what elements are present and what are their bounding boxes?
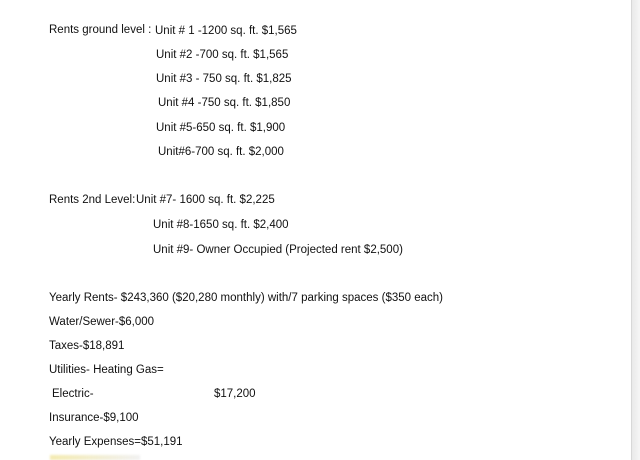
yearly-expenses-line: Yearly Expenses=$51,191 bbox=[49, 436, 183, 448]
insurance-line: Insurance-$9,100 bbox=[49, 412, 139, 424]
taxes-line: Taxes-$18,891 bbox=[49, 340, 125, 352]
rents-second-label: Rents 2nd Level: bbox=[49, 194, 136, 206]
water-sewer-line: Water/Sewer-$6,000 bbox=[49, 316, 155, 328]
unit-9-line: Unit #9- Owner Occupied (Projected rent $2,500) bbox=[153, 244, 403, 256]
unit-6-line: Unit#6-700 sq. ft. $2,000 bbox=[158, 146, 284, 158]
yearly-rents-line: Yearly Rents- $243,360 ($20,280 monthly) with/7 parking spaces ($350 each) bbox=[49, 292, 444, 304]
unit-4-line: Unit #4 -750 sq. ft. $1,850 bbox=[158, 97, 291, 109]
unit-2-line: Unit #2 -700 sq. ft. $1,565 bbox=[156, 49, 289, 61]
unit-3-line: Unit #3 - 750 sq. ft. $1,825 bbox=[156, 73, 292, 85]
unit-5-line: Unit #5-650 sq. ft. $1,900 bbox=[156, 122, 286, 134]
unit-1-line: Unit # 1 -1200 sq. ft. $1,565 bbox=[155, 25, 297, 37]
utilities-line: Utilities- Heating Gas= bbox=[49, 364, 164, 376]
electric-line: Electric- bbox=[52, 388, 94, 400]
utilities-amount: $17,200 bbox=[214, 388, 256, 400]
cropped-line-fragment bbox=[50, 455, 140, 460]
rents-ground-label: Rents ground level : bbox=[49, 24, 152, 36]
unit-7-line: Unit #7- 1600 sq. ft. $2,225 bbox=[136, 194, 275, 206]
page-edge bbox=[631, 0, 640, 460]
unit-8-line: Unit #8-1650 sq. ft. $2,400 bbox=[153, 219, 289, 231]
